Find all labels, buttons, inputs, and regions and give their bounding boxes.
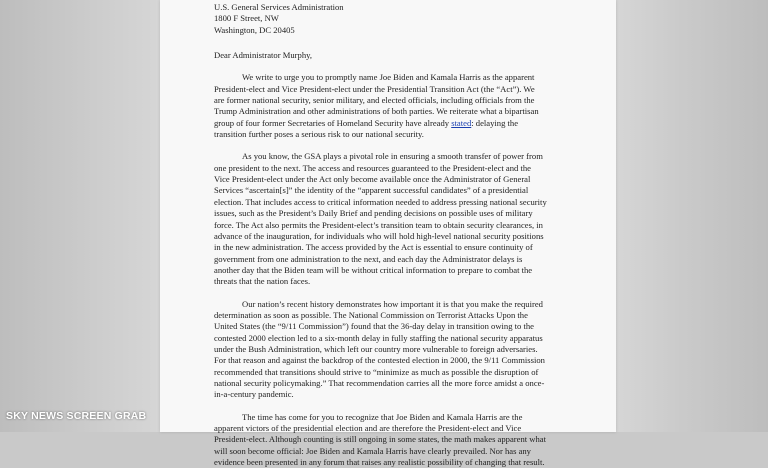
paragraph-text: group of four former Secretaries of Homeland Security have already [214, 117, 452, 128]
paragraph-line: will soon become official: Joe Biden and Kamala Harris have clearly prevailed. Nor has any [214, 445, 531, 456]
paragraph-1 [214, 72, 584, 140]
paragraph-line: As you know, the GSA plays a pivotal role in ensuring a smooth transfer of power from [242, 151, 543, 162]
letter-page [160, 0, 616, 468]
paragraph-4 [214, 412, 584, 468]
paragraph-line: For that reason and against the backdrop of the contested election in 2000, the 9/11 Commission [214, 355, 545, 366]
paragraph-line: transition further poses a serious risk to our national security. [214, 129, 424, 140]
paragraph-line: are former national security, senior military, and elected officials, including officials from the [214, 95, 535, 106]
paragraph-line: threats that the nation faces. [214, 276, 311, 287]
paragraph-line: under the Bush Administration, which left our country more vulnerable to foreign adversaries. [214, 343, 538, 354]
paragraph-line: The time has come for you to recognize that Joe Biden and Kamala Harris are the [242, 411, 523, 422]
address-line: 1800 F Street, NW [214, 13, 279, 24]
address-line: Washington, DC 20405 [214, 24, 295, 35]
paragraph-line: issues, such as the President’s Daily Brief and pending decisions on possible uses of military [214, 208, 533, 219]
paragraph-line: President-elect. Although counting is still ongoing in some states, the math makes apparent what [214, 434, 546, 445]
letter-body [214, 0, 584, 468]
paragraph-line: government from one administration to the next, and each day the Administrator delays is [214, 253, 523, 264]
paragraph-line: in-a-century pandemic. [214, 389, 294, 400]
paragraph-line: United States (the “9/11 Commission”) found that the 36-day delay in transition owing to the [214, 321, 534, 332]
paragraph-line: Our nation’s recent history demonstrates how important it is that you make the required [242, 298, 543, 309]
address-line: U.S. General Services Administration [214, 2, 344, 12]
paragraph-line: in the new administration. The access provided by the Act is essential to ensure continuity of [214, 242, 533, 253]
background-right [616, 0, 768, 432]
recipient-address [214, 2, 584, 36]
paragraph-3 [214, 299, 584, 401]
paragraph-line: force. The Act also permits the President-elect’s transition team to obtain security clearances, in [214, 219, 543, 230]
background-left [0, 0, 160, 432]
paragraph-line: contested 2000 election led to a six-month delay in fully staffing the national security apparatus [214, 332, 543, 343]
paragraph-line: evidence been presented in any forum that raises any realistic possibility of changing that result. [214, 457, 545, 468]
paragraph-line: President-elect and Vice President-elect under the Presidential Transition Act (the “Act”). We [214, 83, 535, 94]
sky-news-watermark: SKY NEWS SCREEN GRAB [6, 410, 147, 422]
paragraph-line: Services “ascertain[s]” the identity of the “apparent successful candidates” of a presidential [214, 185, 529, 196]
paragraph-line: election. That includes access to critical information needed to address pressing national security [214, 196, 547, 207]
paragraph-line-with-link [214, 118, 584, 129]
paragraph-line: determination as soon as possible. The National Commission on Terrorist Attacks Upon the [214, 309, 528, 320]
salutation: Dear Administrator Murphy, [214, 50, 313, 61]
paragraph-line: recommended that transitions should strive to “minimize as much as possible the disruption of [214, 366, 539, 377]
paragraph-line: national security policymaking.” That recommendation carries all the more force amidst a once- [214, 377, 545, 388]
paragraph-line: Trump Administration and other administrations of both parties. We reiterate what a bipartisan [214, 106, 539, 117]
paragraph-line: advance of the inauguration, for individuals who will hold high-level national security positions [214, 230, 544, 241]
paragraph-line: another day that the Biden team will be without critical information to prepare to combat the [214, 264, 533, 275]
paragraph-line: apparent victors of the presidential election and are therefore the President-elect and Vice [214, 423, 522, 433]
paragraph-line: Vice President-elect under the Act only become available once the Administrator of General [214, 174, 531, 185]
paragraph-2 [214, 151, 584, 287]
stated-link[interactable]: stated [451, 117, 472, 128]
paragraph-line: one president to the next. The access and resources guaranteed to the President-elect and the [214, 162, 531, 173]
paragraph-text: : delaying the [471, 117, 519, 128]
paragraph-line: We write to urge you to promptly name Joe Biden and Kamala Harris as the apparent [242, 72, 535, 83]
